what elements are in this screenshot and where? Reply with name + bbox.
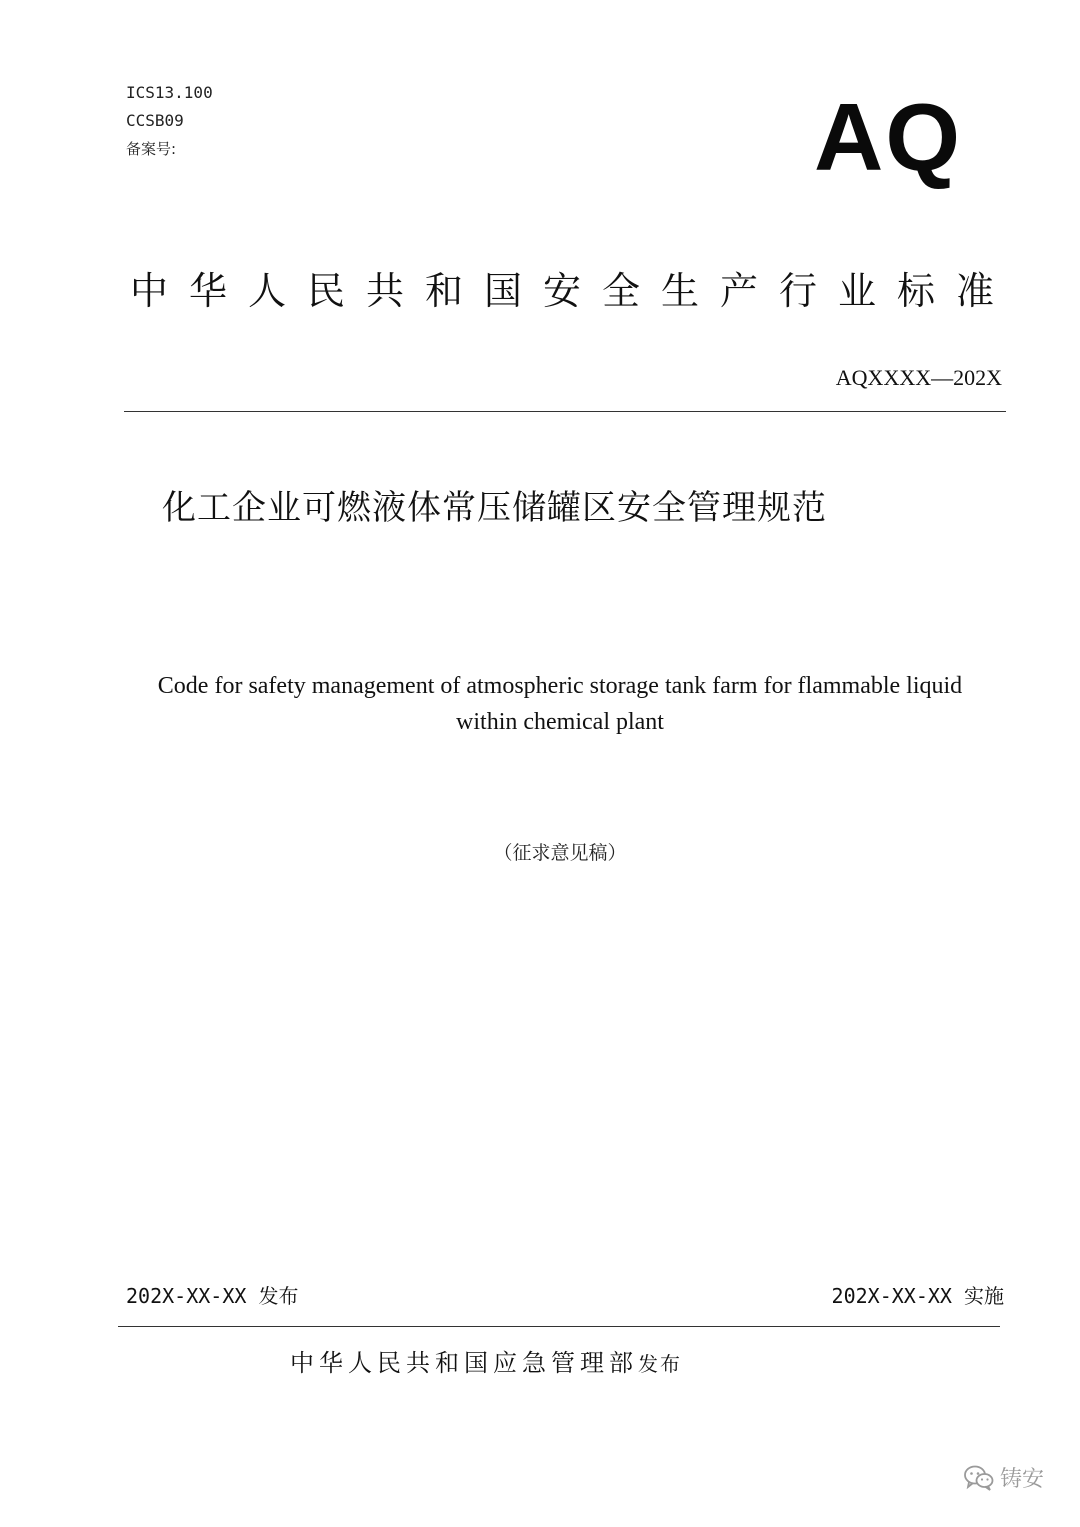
- publisher-suffix: 发布: [638, 1352, 682, 1376]
- publisher-name: 中华人民共和国应急管理部: [290, 1349, 638, 1377]
- watermark: [964, 1462, 1044, 1493]
- english-title-line-2: within chemical plant: [456, 709, 664, 735]
- ccs-code: CCSB09: [126, 111, 184, 130]
- document-title-cn: 化工企业可燃液体常压储罐区安全管理规范: [162, 488, 827, 528]
- document-title-en: [0, 668, 1080, 740]
- standard-category-title: 中华人民共和国安全生产行业标准: [130, 269, 1016, 313]
- top-divider: [124, 411, 1006, 412]
- wechat-icon: [964, 1465, 994, 1491]
- standard-number: AQXXXX—202X: [835, 365, 1002, 390]
- watermark-text: 铸安: [999, 1467, 1044, 1492]
- bottom-divider: [118, 1326, 1000, 1327]
- implement-date: 202X-XX-XX 实施: [831, 1284, 1004, 1308]
- record-number-label: 备案号:: [126, 140, 177, 158]
- aq-logo: AQ: [814, 84, 962, 191]
- publisher: [290, 1346, 682, 1381]
- english-title-line-1: Code for safety management of atmospheric storage tank farm for flammable liquid: [157, 673, 963, 699]
- draft-note: （征求意见稿）: [493, 842, 627, 864]
- ics-code: ICS13.100: [126, 83, 213, 102]
- publish-date: 202X-XX-XX 发布: [126, 1284, 299, 1308]
